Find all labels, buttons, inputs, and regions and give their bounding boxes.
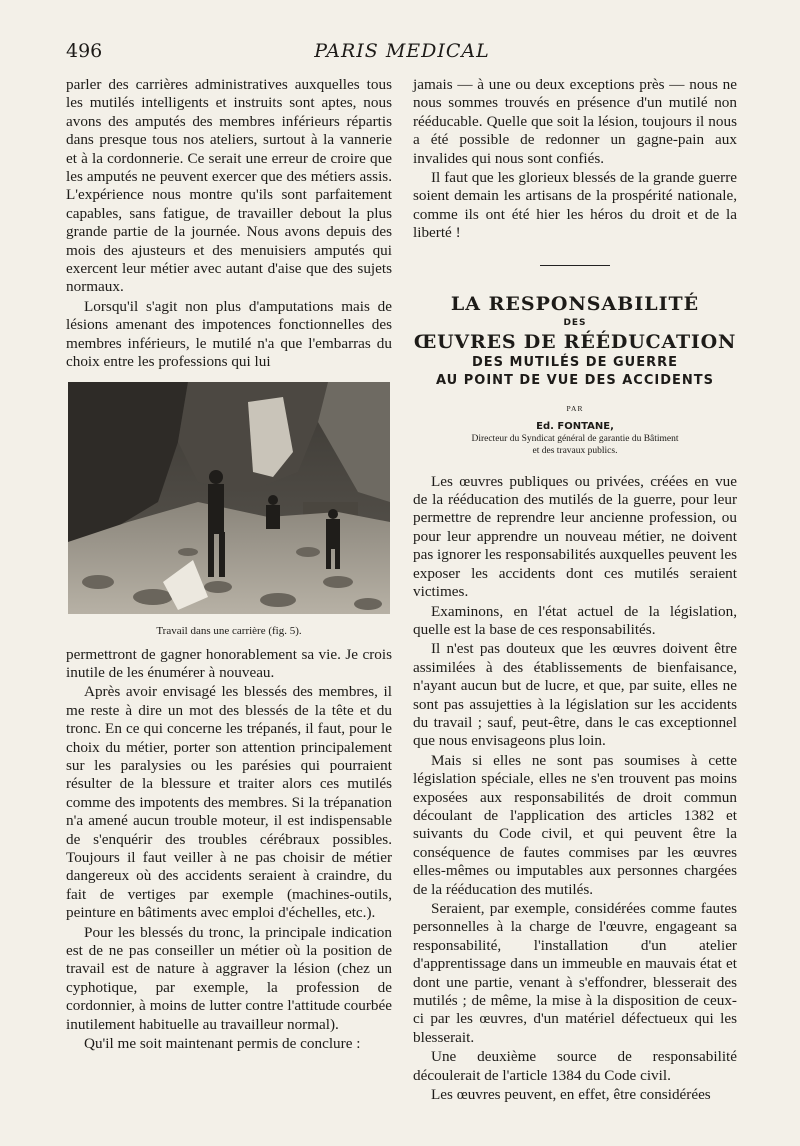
page-header	[66, 40, 738, 68]
affiliation-line: et des travaux publics.	[532, 445, 618, 456]
paragraph: Il n'est pas douteux que les œuvres doivent être assimilées à des établissements de bienfaisance, n'ayant aucun but de lucre, et que, par suite, elles ne sont pas assujetties à la législation sur les accidents du travail ; sauf, peut-être, dans le cas exceptionnel que nous envisageons plus loin.	[413, 640, 737, 750]
paragraph: Examinons, en l'état actuel de la législation, quelle est la base de ces responsabilités.	[413, 602, 737, 638]
page-number: 496	[66, 40, 103, 62]
paragraph: Qu'il me soit maintenant permis de conclure :	[84, 1035, 361, 1053]
paragraph: Une deuxième source de responsabilité découlerait de l'article 1384 du Code civil.	[413, 1048, 737, 1084]
paragraph: jamais — à une ou deux exceptions près — nous ne nous sommes trouvés en présence d'un mutilé non rééducable. Quelle que soit la lésion, toujours il nous a été possible de redonner un gagne-pain aux invalides qui nous sont confiés.	[413, 76, 737, 167]
left-column	[66, 76, 392, 1053]
paragraph: Il faut que les glorieux blessés de la grande guerre soient demain les artisans de la prospérité nationale, comme ils ont été hier les héros du droit et de la liberté !	[413, 169, 737, 242]
paragraph: parler des carrières administratives auxquelles tous les mutilés intelligents et instruits sont aptes, nous avons des amputés des membres inférieurs répartis dans presque tous nos ateliers, surtout à la vannerie et à la cordonnerie. Ce serait une erreur de croire que les amputés ne peuvent exercer que des métiers assis. L'expérience nous montre qu'ils sont parfaitement capables, sans fatigue, de travailler debout la plus grande partie de la journée. Nous avons depuis des mois des ajusteurs et des menuisiers amputés qui exercent leur métier avec autant d'aise que des sujets normaux.	[66, 76, 392, 296]
paragraph: Après avoir envisagé les blessés des membres, il me reste à dire un mot des blessés de la tête et du tronc. En ce qui concerne les trépanés, il faut, pour le choix du métier, porter son attention principalement sur les paralysies ou les parésies qui pourraient résulter de la blessure et traiter alors ces mutilés comme des impotents des membres. Si la trépanation n'a amené aucun trouble moteur, il est indispensable de s'enquérir des troubles cérébraux possibles. Toujours il faut veiller à ne pas choisir de métier dangereux où des accidents seraient à craindre, du fait de vertiges par exemple (machines-outils, peinture en bâtiments avec emploi d'échelles, etc.).	[66, 683, 392, 922]
affiliation-line: Directeur du Syndicat général de garantie du Bâtiment	[471, 433, 679, 444]
paragraph: Lorsqu'il s'agit non plus d'amputations mais de lésions amenant des impotences fonctionnelles des membres inférieurs, le mutilé n'a que l'embarras du choix entre les professions qui lui	[66, 297, 392, 371]
paragraph: Seraient, par exemple, considérées comme fautes personnelles à la charge de l'œuvre, engageant sa responsabilité, l'installation d'un atelier d'apprentissage dans un immeuble en mauvais état et dont une partie, venant à s'effondrer, blesserait des mutilés ; de même, la mise à la disposition de ceux-ci par les œuvres, d'un matériel défectueux qui les blesserait.	[413, 900, 737, 1046]
paragraph: permettront de gagner honorablement sa vie. Je crois inutile de les énumérer à nouveau.	[66, 645, 392, 681]
figure-quarry	[66, 382, 392, 638]
title-line: LA RESPONSABILITÉ	[450, 292, 700, 315]
title-line: ŒUVRES DE RÉÉDUCATION	[413, 330, 737, 353]
article-title	[413, 292, 737, 457]
author-affiliation	[413, 433, 737, 457]
right-column	[413, 76, 737, 1104]
title-line: DES MUTILÉS DE GUERRE	[471, 354, 678, 370]
paragraph: Les œuvres peuvent, en effet, être considérées	[431, 1086, 711, 1104]
section-divider	[540, 265, 610, 266]
title-line: DES	[563, 317, 587, 328]
title-line: AU POINT DE VUE DES ACCIDENTS	[436, 372, 714, 388]
paragraph: Mais si elles ne sont pas soumises à cette législation spéciale, elles ne s'en trouvent pas moins exposées aux responsabilités de droit commun découlant de l'application des articles 1382 et suivants du Code civil, et qui peuvent être la conséquence de fautes commises par les œuvres elles-mêmes ou imputables aux personnes chargées de la rééducation des mutilés.	[413, 751, 737, 898]
quarry-photo	[68, 382, 390, 614]
paragraph: Les œuvres publiques ou privées, créées en vue de la rééducation des mutilés de la guerre, pour leur permettre de reprendre leur ancienne profession, ou pour leur apprendre un nouveau métier, ne doivent pas ignorer les responsabilités auxquelles peuvent les exposer les accidents dont ces mutilés seraient victimes.	[413, 472, 737, 601]
paragraph: Pour les blessés du tronc, la principale indication est de ne pas conseiller un métier où la position de travail est de nature à aggraver la lésion (chez un cyphotique, par exemple, la profession de cordonnier, à moins de lutter contre l'attitude courbée inutilement habituelle au travailleur normal).	[66, 923, 392, 1033]
running-head: PARIS MEDICAL	[314, 40, 490, 62]
figure-caption: Travail dans une carrière (fig. 5).	[156, 624, 302, 637]
author-name: Ed. FONTANE,	[536, 420, 614, 432]
byline: PAR	[566, 403, 584, 413]
